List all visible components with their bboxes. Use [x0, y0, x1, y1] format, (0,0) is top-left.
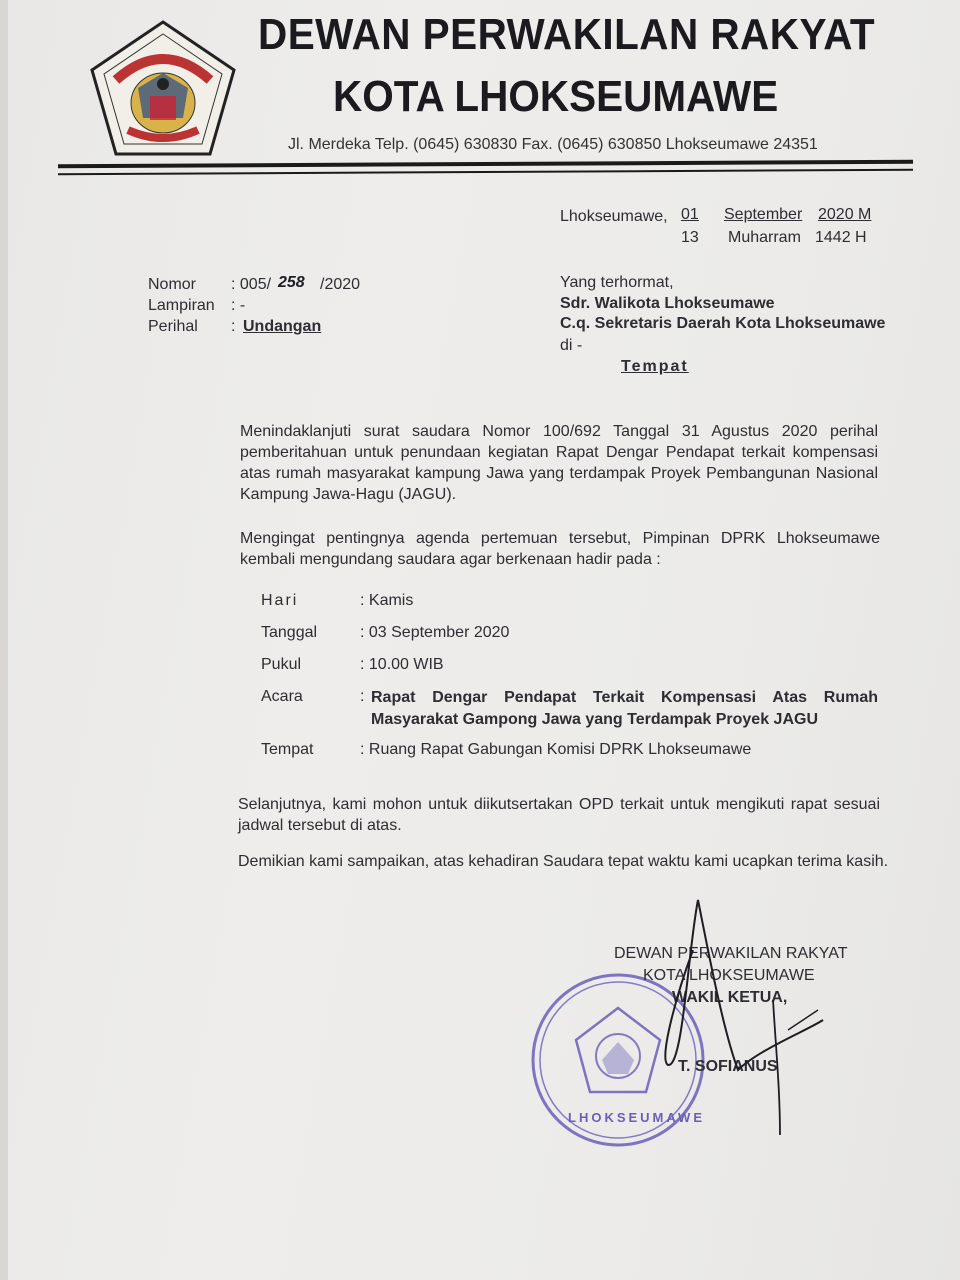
lampiran-label: Lampiran: [148, 297, 215, 314]
letterhead-title-line1: DEWAN PERWAKILAN RAKYAT: [258, 10, 876, 59]
lampiran-value: : -: [231, 297, 246, 314]
header-rule-thin: [58, 169, 913, 175]
recipient-line1: Sdr. Walikota Lhokseumawe: [560, 295, 775, 312]
body-paragraph-1: Menindaklanjuti surat saudara Nomor 100/692 Tanggal 31 Agustus 2020 perihal pemberitahuan untuk penundaan kegiatan Rapat Dengar Pendapat terkait kompensasi atas rumah masyarakat kampung Jawa yang terdampak Proyek Pembangunan Nasional Kampung Jawa-Hagu (JAGU).: [240, 423, 878, 503]
letter-page: [8, 0, 960, 1280]
nomor-handwritten: 258: [278, 274, 305, 291]
letterhead-address: Jl. Merdeka Telp. (0645) 630830 Fax. (0645) 630850 Lhokseumawe 24351: [288, 136, 818, 153]
schedule-tempat-label: Tempat: [261, 741, 314, 758]
stamp-bottom-text: LHOKSEUMAWE: [568, 1110, 705, 1125]
recipient-place: Tempat: [621, 358, 689, 375]
signature-org-line1: DEWAN PERWAKILAN RAKYAT: [614, 945, 848, 962]
signature-org-line2: KOTA LHOKSEUMAWE: [643, 967, 815, 984]
schedule-hari-label: Hari: [261, 592, 299, 609]
schedule-acara-label: Acara: [261, 688, 303, 705]
body-paragraph-3: Selanjutnya, kami mohon untuk diikutsertakan OPD terkait untuk mengikuti rapat sesuai jadwal tersebut di atas.: [238, 796, 880, 834]
signature-position: WAKIL KETUA,: [672, 989, 788, 1006]
schedule-acara-value-line2: Masyarakat Gampong Jawa yang Terdampak Proyek JAGU: [371, 711, 818, 728]
schedule-acara-colon: :: [360, 688, 365, 705]
date-year-h: 1442 H: [815, 229, 867, 246]
schedule-pukul-label: Pukul: [261, 656, 302, 673]
body-paragraph-4: Demikian kami sampaikan, atas kehadiran Saudara tepat waktu kami ucapkan terima kasih.: [238, 853, 889, 870]
city-emblem-logo: [88, 18, 238, 158]
schedule-acara-value-line1: Rapat Dengar Pendapat Terkait Kompensasi Atas Rumah: [371, 689, 878, 706]
schedule-tanggal-value: : 03 September 2020: [360, 624, 510, 641]
recipient-line2: C.q. Sekretaris Daerah Kota Lhokseumawe: [560, 315, 886, 332]
nomor-suffix: /2020: [320, 276, 361, 293]
letterhead-title-line2: KOTA LHOKSEUMAWE: [333, 72, 779, 121]
date-year-m: 2020 M: [818, 206, 872, 223]
perihal-label: Perihal: [148, 318, 198, 335]
perihal-value: Undangan: [243, 318, 322, 335]
schedule-pukul-value: : 10.00 WIB: [360, 656, 444, 673]
schedule-tempat-value: : Ruang Rapat Gabungan Komisi DPRK Lhokseumawe: [360, 741, 752, 758]
perihal-colon: :: [231, 318, 236, 335]
schedule-tanggal-label: Tanggal: [261, 624, 318, 641]
date-day-m: 01: [681, 206, 699, 223]
header-rule-thick: [58, 160, 913, 168]
date-month-h: Muharram: [728, 229, 801, 246]
date-day-h: 13: [681, 229, 699, 246]
schedule-hari-value: : Kamis: [360, 592, 414, 609]
handwritten-signature: [608, 890, 848, 1150]
nomor-value: : 005/: [231, 276, 272, 293]
date-place: Lhokseumawe,: [560, 208, 668, 225]
recipient-line3: di -: [560, 337, 583, 354]
date-month-m: September: [724, 206, 803, 223]
recipient-greeting: Yang terhormat,: [560, 274, 674, 291]
signature-name: T. SOFIANUS: [678, 1058, 778, 1075]
nomor-label: Nomor: [148, 276, 197, 293]
body-paragraph-2: Mengingat pentingnya agenda pertemuan tersebut, Pimpinan DPRK Lhokseumawe kembali mengundang saudara agar berkenaan hadir pada :: [240, 530, 880, 568]
